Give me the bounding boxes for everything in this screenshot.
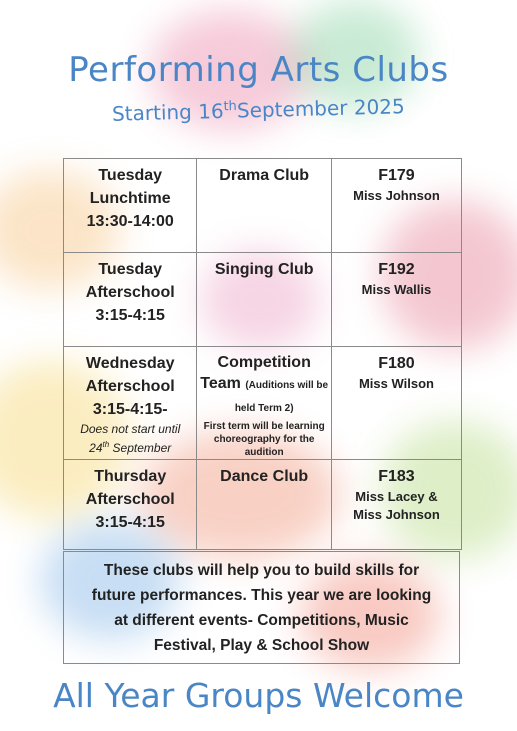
room-cell	[331, 253, 461, 347]
info-line: future performances. This year we are looking	[91, 587, 432, 604]
session-label: Afterschool	[85, 378, 175, 395]
time-cell	[64, 347, 197, 460]
day-label: Wednesday	[85, 355, 175, 372]
teacher-name: Miss Wilson	[358, 376, 434, 391]
club-cell	[197, 460, 331, 550]
time-cell	[64, 253, 197, 347]
info-line: Festival, Play & School Show	[153, 637, 370, 654]
page-title: Performing Arts Clubs	[68, 50, 449, 90]
subtitle-text: Starting 16	[111, 98, 225, 126]
room-number: F179	[378, 167, 415, 184]
teacher-name: Miss Wallis	[361, 282, 432, 297]
start-note	[64, 421, 196, 456]
table-row	[64, 253, 462, 347]
teacher-name: Miss Lacey &	[355, 489, 438, 504]
time-cell	[64, 159, 197, 253]
page-subtitle	[0, 94, 517, 126]
club-name: Singing Club	[214, 261, 314, 278]
info-box	[63, 551, 460, 664]
session-label: Afterschool	[85, 284, 175, 301]
start-note-superscript: th	[102, 440, 110, 449]
session-label: Lunchtime	[89, 190, 171, 207]
time-label: 3:15-4:15	[95, 514, 165, 531]
subtitle-suffix: September 2025	[236, 94, 406, 123]
start-note-suffix: September	[109, 441, 172, 455]
room-cell	[331, 159, 461, 253]
club-cell	[197, 159, 331, 253]
room-cell	[331, 347, 461, 460]
subtitle-superscript: th	[223, 98, 238, 115]
bottom-banner: All Year Groups Welcome	[53, 676, 464, 715]
club-detail: First term will be learning choreography for the audition	[203, 421, 325, 458]
club-cell	[197, 347, 331, 460]
teacher-name: Miss Johnson	[353, 188, 440, 203]
info-line: These clubs will help you to build skills for	[103, 562, 420, 579]
time-cell	[64, 460, 197, 550]
club-name: Drama Club	[219, 167, 310, 184]
day-label: Tuesday	[98, 167, 163, 184]
start-note-day: 24	[89, 441, 103, 455]
club-audition-note: (Auditions will be held Term 2)	[234, 380, 329, 414]
club-cell	[197, 253, 331, 347]
session-label: Afterschool	[85, 491, 175, 508]
room-number: F180	[378, 355, 415, 372]
teacher-name: Miss Johnson	[353, 507, 440, 522]
time-label: 13:30-14:00	[86, 213, 174, 230]
club-name: Dance Club	[220, 468, 309, 485]
club-name	[197, 352, 330, 419]
table-row	[64, 460, 462, 550]
table-row	[64, 347, 462, 460]
club-name-text: Competition Team	[200, 354, 311, 392]
room-cell	[331, 460, 461, 550]
time-label: 3:15-4:15-	[92, 401, 168, 418]
table-row	[64, 159, 462, 253]
room-number: F183	[378, 468, 415, 485]
start-note-text: Does not start until	[80, 422, 181, 436]
info-line: at different events- Competitions, Music	[114, 612, 409, 629]
time-label: 3:15-4:15	[95, 307, 165, 324]
club-schedule-table	[63, 158, 462, 550]
day-label: Tuesday	[98, 261, 163, 278]
room-number: F192	[378, 261, 415, 278]
day-label: Thursday	[94, 468, 167, 485]
